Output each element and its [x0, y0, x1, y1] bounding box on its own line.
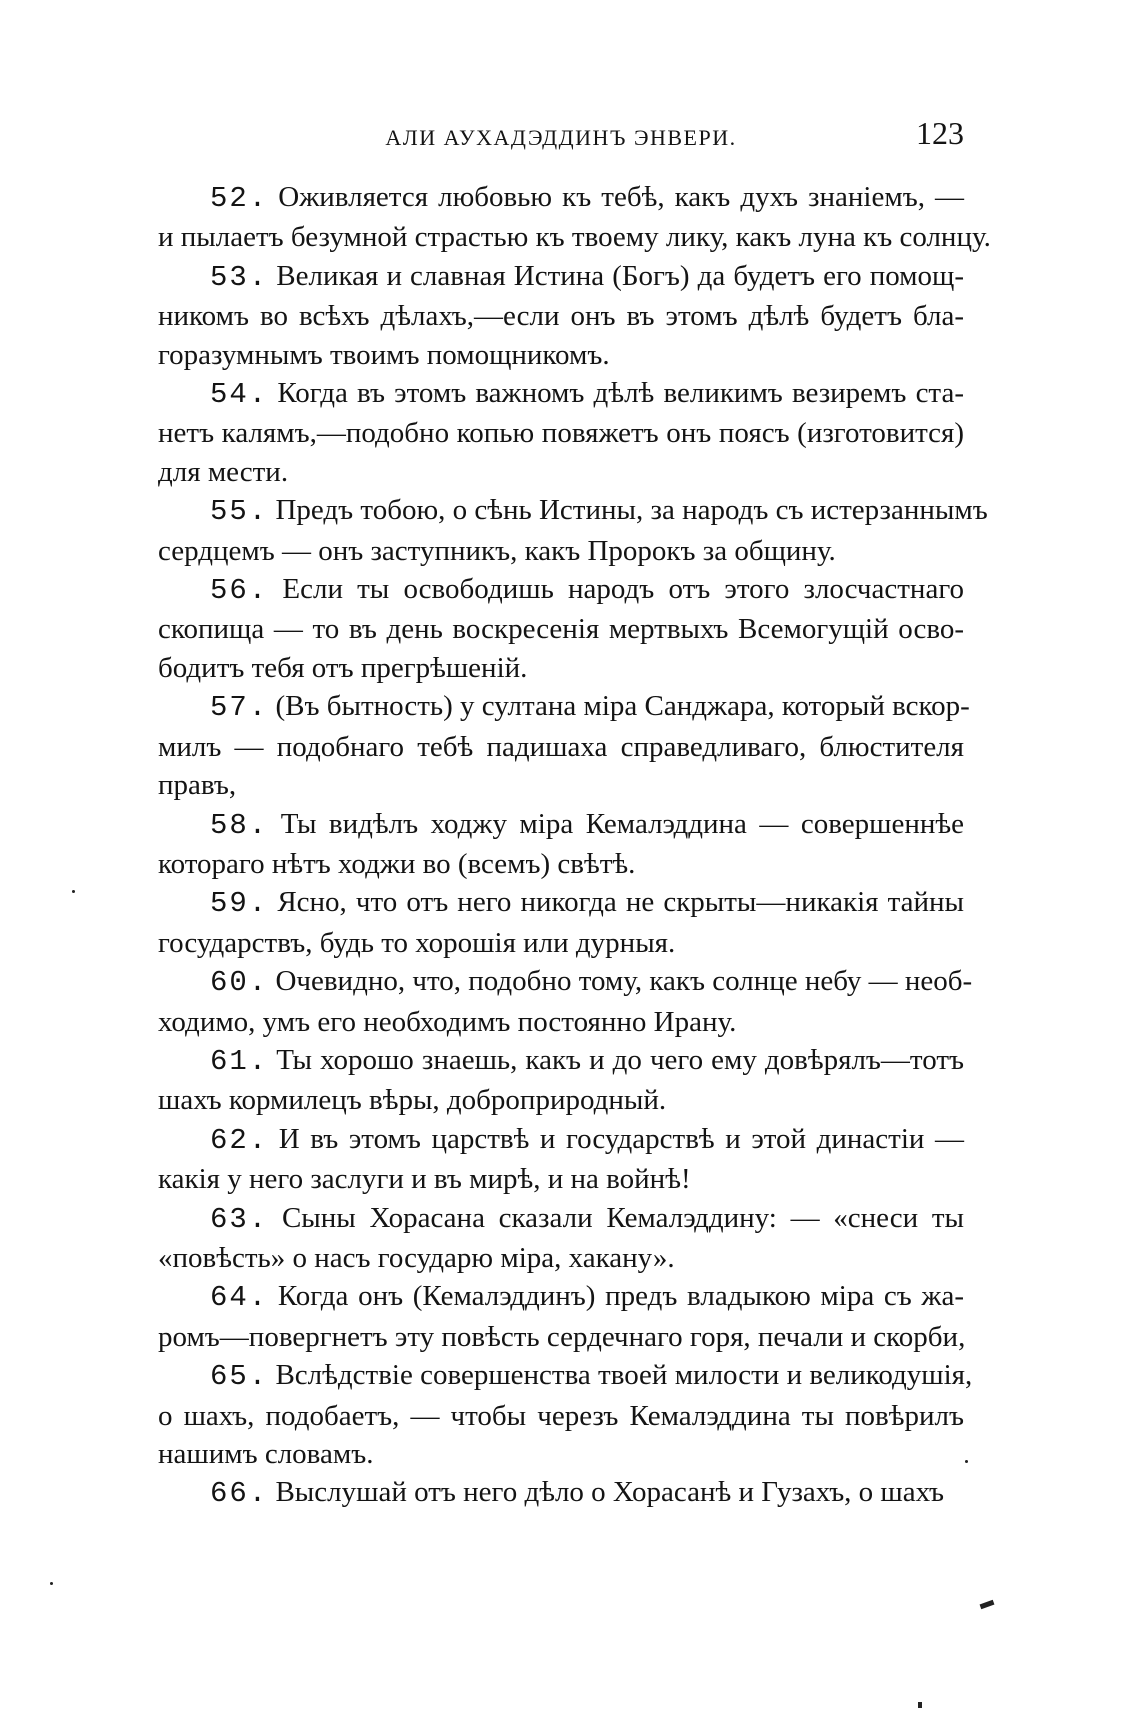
verse-line	[158, 805, 964, 845]
verse-line-text: горазумнымъ твоимъ помощникомъ.	[158, 338, 610, 371]
verse-paragraph	[158, 962, 973, 1041]
page-number: 123	[916, 115, 964, 151]
verse-line	[158, 491, 988, 531]
verse-paragraph	[158, 883, 964, 962]
verse-line-text: ромъ—повергнетъ эту повѣсть сердечнаго горя, печали и скорби,	[158, 1320, 966, 1353]
verse-line-text: Оживляется любовью къ тебѣ, какъ духъ знаніемъ, —	[278, 181, 965, 213]
verse-line-text: сердцемъ — онъ заступникъ, какъ Пророкъ за общину.	[158, 534, 836, 567]
verse-number: 60.	[210, 966, 269, 1000]
verse-line	[158, 1318, 964, 1356]
verse-line	[158, 414, 964, 452]
verse-number: 63.	[210, 1202, 269, 1236]
verse-number: 52.	[210, 182, 269, 215]
verse-paragraph	[158, 1473, 964, 1513]
verse-line-text: Сыны Хорасана сказали Кемалэддину: — «снеси ты	[281, 1201, 965, 1234]
verse-line-text: какія у него заслуги и въ мирѣ, и на войнѣ!	[158, 1163, 691, 1196]
verse-line-text: Когда въ этомъ важномъ дѣлѣ великимъ везиремъ ста-	[277, 377, 964, 410]
verse-line-text: Предъ тобою, о сѣнь Истины, за народъ съ истерзаннымъ	[275, 494, 988, 527]
verse-line	[158, 453, 964, 491]
verse-line	[158, 728, 964, 766]
verse-line	[158, 610, 964, 648]
verse-line	[158, 1081, 964, 1119]
verse-line	[158, 766, 964, 804]
verse-line-text: ходимо, умъ его необходимъ постоянно Ирану.	[158, 1005, 737, 1038]
verse-line-text: нашимъ словамъ.	[158, 1438, 374, 1470]
verse-line-text: Ясно, что отъ него никогда не скрыты—никакія тайны	[277, 886, 964, 919]
running-title: АЛИ АУХАДЭДДИНЪ ЭНВЕРИ.	[385, 125, 737, 150]
verse-number: 55.	[210, 495, 269, 529]
verse-number: 57.	[210, 691, 269, 725]
verse-line	[158, 1199, 964, 1239]
verse-line-text: нетъ калямъ,—подобно копью повяжетъ онъ поясъ (изготовится)	[158, 417, 964, 450]
verse-line-text: котораго нѣтъ ходжи во (всемъ) свѣтѣ.	[158, 847, 636, 880]
verse-paragraph	[158, 805, 964, 884]
verse-number: 59.	[210, 887, 269, 921]
verse-line-text: бодитъ тебя отъ прегрѣшеній.	[158, 651, 528, 684]
verse-line-text: «повѣсть» о насъ государю міра, хакану».	[158, 1241, 675, 1274]
verse-line	[158, 1239, 964, 1277]
verse-line-text: Ты видѣлъ ходжу міра Кемалэддина — совершеннѣе	[280, 807, 965, 840]
running-head	[158, 115, 964, 155]
verse-line-text: Вслѣдствіе совершенства твоей милости и великодушія,	[275, 1359, 973, 1392]
verse-line	[158, 1473, 964, 1513]
verse-line-text: Выслушай отъ него дѣло о Хорасанѣ и Гузахъ, о шахъ	[275, 1476, 945, 1509]
verse-paragraph	[158, 687, 970, 804]
verse-line-text: о шахъ, подобаетъ, — чтобы черезъ Кемалэддина ты повѣрилъ	[158, 1399, 964, 1432]
verse-line	[158, 845, 964, 883]
verse-line	[158, 570, 964, 610]
verse-paragraph	[158, 374, 964, 491]
verse-line-text: Когда онъ (Кемалэддинъ) предъ владыкою міра съ жа-	[277, 1280, 964, 1313]
verse-line-text: Ты хорошо знаешь, какъ и до чего ему довѣрялъ—тотъ	[276, 1043, 964, 1076]
verse-paragraph	[158, 570, 964, 687]
verse-paragraph	[158, 257, 964, 374]
verse-line	[158, 883, 964, 923]
verse-number: 54.	[210, 378, 269, 412]
scan-speck	[965, 1460, 968, 1463]
verse-line-text: никомъ во всѣхъ дѣлахъ,—если онъ въ этомъ дѣлѣ будетъ бла-	[158, 300, 964, 333]
scan-speck	[980, 1600, 995, 1609]
verse-number: 61.	[210, 1044, 269, 1078]
verse-line	[158, 532, 964, 570]
verse-line-text: скопища — то въ день воскресенія мертвыхъ Всемогущій осво-	[158, 613, 964, 646]
verse-line-text: шахъ кормилецъ вѣры, доброприродный.	[158, 1084, 667, 1117]
body-text	[158, 178, 991, 1514]
verse-line	[158, 178, 964, 218]
scan-speck	[918, 1702, 922, 1708]
verse-line	[158, 924, 964, 962]
verse-line	[158, 1003, 964, 1041]
verse-line	[158, 1356, 973, 1396]
verse-paragraph	[158, 178, 991, 257]
verse-line-text: Очевидно, что, подобно тому, какъ солнце небу — необ-	[275, 965, 973, 998]
verse-number: 53.	[210, 260, 269, 294]
verse-line	[158, 1120, 964, 1160]
verse-paragraph	[158, 1356, 973, 1473]
scan-speck	[72, 890, 75, 893]
verse-line	[158, 1397, 964, 1435]
verse-number: 62.	[210, 1123, 269, 1157]
verse-line	[158, 649, 964, 687]
verse-line	[158, 257, 964, 297]
verse-paragraph	[158, 1120, 964, 1199]
verse-line	[158, 297, 964, 335]
verse-line	[158, 336, 964, 374]
verse-line	[158, 687, 970, 727]
verse-line	[158, 1277, 964, 1317]
verse-line	[158, 374, 964, 414]
verse-number: 58.	[210, 808, 269, 842]
verse-paragraph	[158, 491, 988, 570]
verse-line-text: для мести.	[158, 455, 289, 488]
verse-line	[158, 1160, 964, 1198]
verse-line	[158, 1041, 964, 1081]
verse-paragraph	[158, 1277, 964, 1356]
verse-number: 66.	[210, 1477, 269, 1511]
verse-line-text: (Въ бытность) у султана міра Санджара, который вскор-	[275, 690, 970, 723]
verse-line-text: государствъ, будь то хорошія или дурныя.	[158, 926, 676, 959]
scan-speck	[50, 1582, 53, 1585]
verse-line-text: Если ты освободишь народъ отъ этого злосчастнаго	[282, 573, 964, 606]
verse-number: 64.	[210, 1281, 269, 1315]
verse-line-text: И въ этомъ царствѣ и государствѣ и этой династіи —	[278, 1122, 964, 1155]
verse-line-text: и пылаетъ безумной страстью къ твоему лику, какъ луна къ солнцу.	[158, 221, 991, 254]
verse-line-text: правъ,	[158, 769, 237, 802]
verse-number: 56.	[210, 574, 269, 608]
verse-line-text: милъ — подобнаго тебѣ падишаха справедливаго, блюстителя	[158, 730, 964, 763]
verse-line-text: Великая и славная Истина (Богъ) да будетъ его помощ-	[276, 259, 964, 292]
verse-paragraph	[158, 1199, 964, 1278]
verse-number: 65.	[210, 1360, 269, 1394]
verse-line	[158, 962, 973, 1002]
verse-line	[158, 1435, 964, 1473]
verse-line	[158, 218, 991, 256]
verse-paragraph	[158, 1041, 964, 1120]
